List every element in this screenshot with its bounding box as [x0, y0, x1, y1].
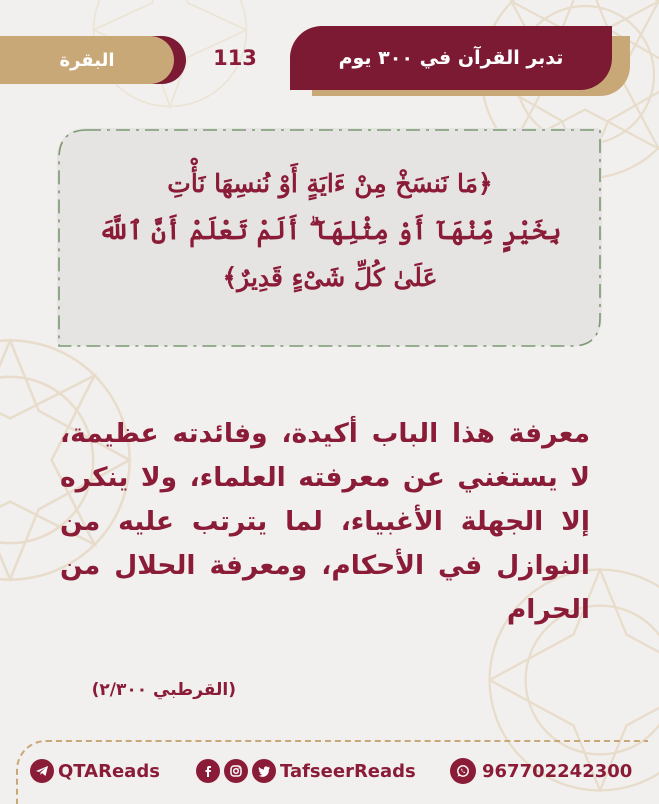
facebook-icon[interactable] [196, 759, 220, 783]
source-citation: (القرطبي ٢/٣٠٠) [66, 680, 236, 700]
social-links[interactable] [196, 754, 416, 788]
surah-banner [0, 36, 190, 84]
telegram-handle: QTAReads [58, 761, 160, 782]
verse-line: عَلَىٰ كُلِّ شَىْءٍ قَدِيرٌ﴾ [80, 254, 580, 301]
social-handle: TafseerReads [280, 761, 416, 782]
instagram-icon[interactable] [224, 759, 248, 783]
tafseer-text: معرفة هذا الباب أكيدة، وفائدته عظيمة، لا يستغني عن معرفته العلماء، ولا ينكره إلا الجهلة الأغبياء، لما يترتب عليه من النوازل في الأحكام، ومعرفة الحلال من الحرام [60, 412, 590, 632]
footer [20, 754, 640, 788]
page-number: 113 [205, 46, 265, 70]
surah-name: البقرة [0, 36, 174, 84]
twitter-icon[interactable] [252, 759, 276, 783]
whatsapp-icon [450, 758, 476, 784]
whatsapp-link[interactable] [450, 754, 632, 788]
quran-verse [80, 160, 580, 301]
whatsapp-number: 967702242300 [482, 761, 632, 782]
page-title: تدبر القرآن في ٣٠٠ يوم [290, 26, 612, 90]
verse-line: ﴿مَا نَنسَخْ مِنْ ءَايَةٍ أَوْ نُنسِهَا نَأْتِ [80, 160, 580, 207]
telegram-link[interactable] [30, 754, 160, 788]
title-banner [290, 26, 630, 98]
verse-line: بِخَيْرٍ مِّنْهَآ أَوْ مِثْلِهَآ ۗ أَلَمْ تَعْلَمْ أَنَّ ٱللَّهَ [80, 207, 580, 254]
telegram-icon [30, 759, 54, 783]
